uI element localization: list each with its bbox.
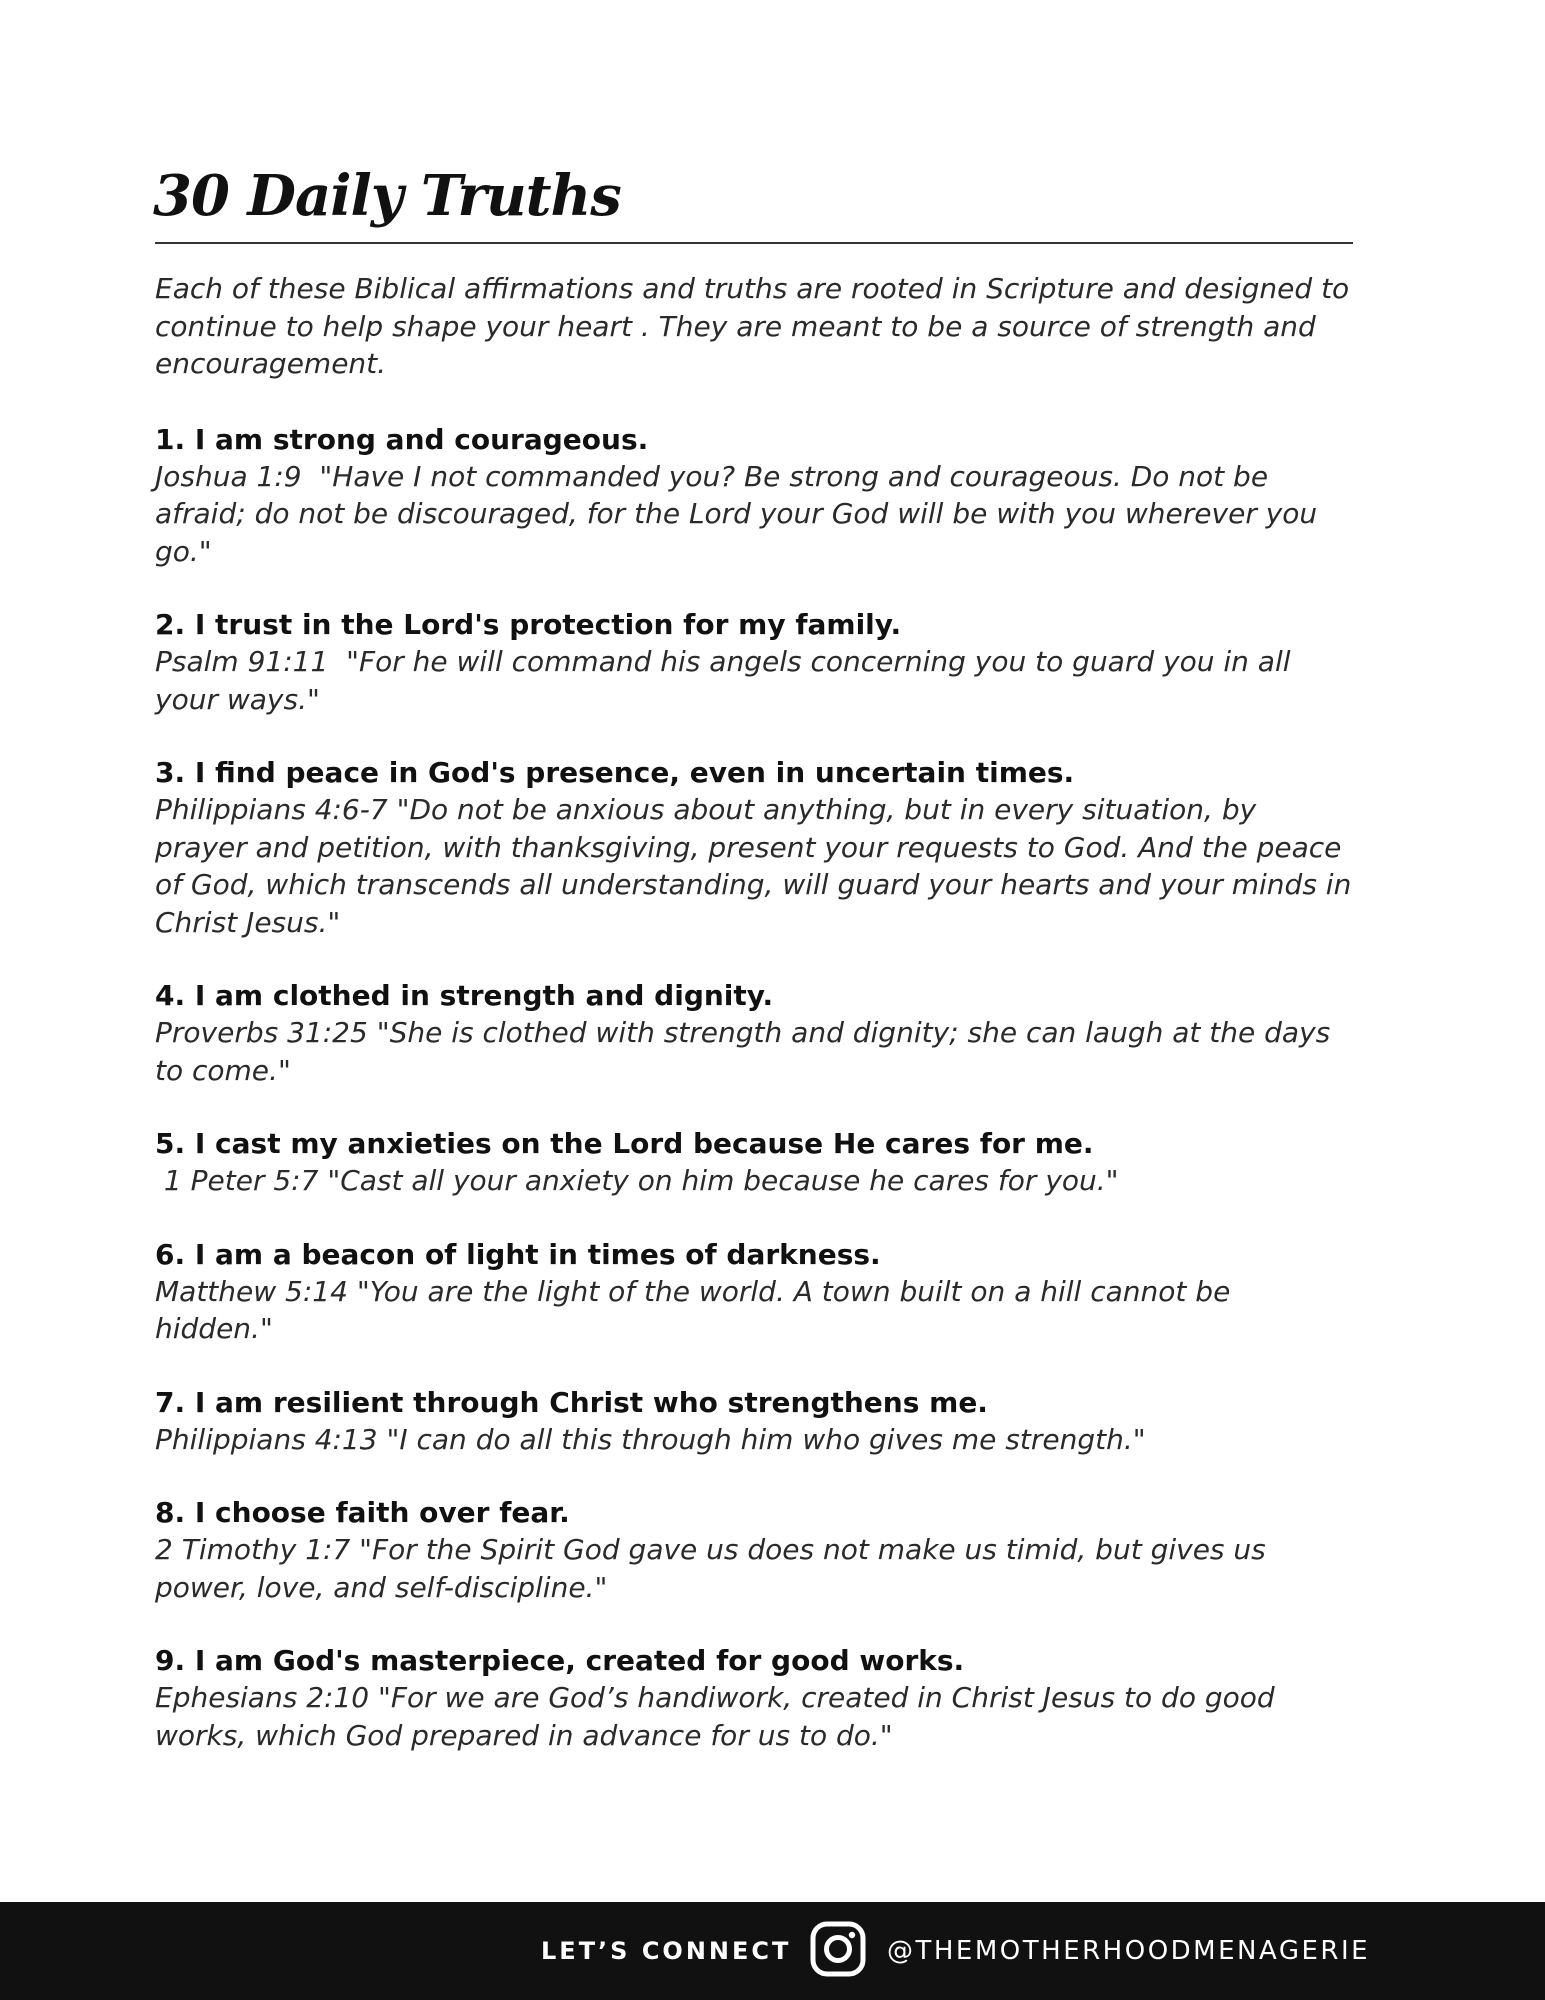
truth-verse: Psalm 91:11 "For he will command his angels concerning you to guard you in all your ways." [155, 645, 1300, 716]
truth-heading: 7. I am resilient through Christ who strengthens me. [155, 1385, 988, 1419]
truth-heading: 9. I am God's masterpiece, created for good works. [155, 1644, 965, 1677]
truth-item [155, 1642, 1355, 1754]
instagram-handle-link[interactable]: @THEMOTHERHOODMENAGERIE [887, 1936, 1371, 1966]
truth-item [155, 606, 1355, 718]
title-divider [155, 242, 1353, 244]
truths-content [155, 270, 1361, 1790]
truth-item [155, 1125, 1355, 1200]
truth-item [155, 977, 1355, 1089]
page-title: 30 Daily Truths [153, 163, 621, 229]
truth-verse: Ephesians 2:10 "For we are God’s handiwork, created in Christ Jesus to do good works, which God prepared in advance for us to do." [155, 1681, 1284, 1752]
truth-item [155, 1236, 1355, 1348]
truth-verse: Philippians 4:13 "I can do all this through him who gives me strength." [155, 1422, 1146, 1456]
truth-heading: 8. I choose faith over fear. [155, 1496, 570, 1529]
truth-verse: Proverbs 31:25 "She is clothed with strength and dignity; she can laugh at the days to come." [155, 1016, 1340, 1087]
truth-verse: Matthew 5:14 "You are the light of the world. A town built on a hill cannot be hidden." [155, 1274, 1240, 1345]
truth-verse: 1 Peter 5:7 "Cast all your anxiety on him because he cares for you." [155, 1164, 1119, 1197]
footer-connect-label: LET’S CONNECT [541, 1937, 792, 1965]
truth-heading: 4. I am clothed in strength and dignity. [155, 979, 774, 1012]
intro-paragraph: Each of these Biblical affirmations and truths are rooted in Scripture and designed to continue to help shape your heart . They are meant to be a source of strength and encouragement. [155, 272, 1350, 380]
truth-heading: 5. I cast my anxieties on the Lord because He cares for me. [155, 1127, 1094, 1160]
truth-item [155, 421, 1355, 571]
truth-heading: 3. I find peace in God's presence, even in uncertain times. [155, 756, 1075, 789]
footer-bar [0, 1902, 1545, 2000]
truth-heading: 2. I trust in the Lord's protection for my family. [155, 608, 902, 641]
truth-heading: 1. I am strong and courageous. [155, 422, 649, 456]
truth-verse: Philippians 4:6-7 "Do not be anxious about anything, but in every situation, by prayer and petition, with thanksgiving, present your requests to God. And the peace of God, which transcends all understanding, will guard your hearts and your minds in Christ Jesus." [155, 793, 1361, 939]
truth-verse: Joshua 1:9 "Have I not commanded you? Be strong and courageous. Do not be afraid; do not be discouraged, for the Lord your God will be with you wherever you go." [155, 459, 1327, 568]
truth-item [155, 1384, 1355, 1459]
truth-heading: 6. I am a beacon of light in times of darkness. [155, 1237, 881, 1271]
truth-verse: 2 Timothy 1:7 "For the Spirit God gave us does not make us timid, but gives us power, love, and self-discipline." [155, 1533, 1275, 1604]
instagram-icon[interactable] [809, 1920, 867, 1978]
truth-item [155, 1494, 1355, 1606]
truth-item [155, 754, 1361, 941]
